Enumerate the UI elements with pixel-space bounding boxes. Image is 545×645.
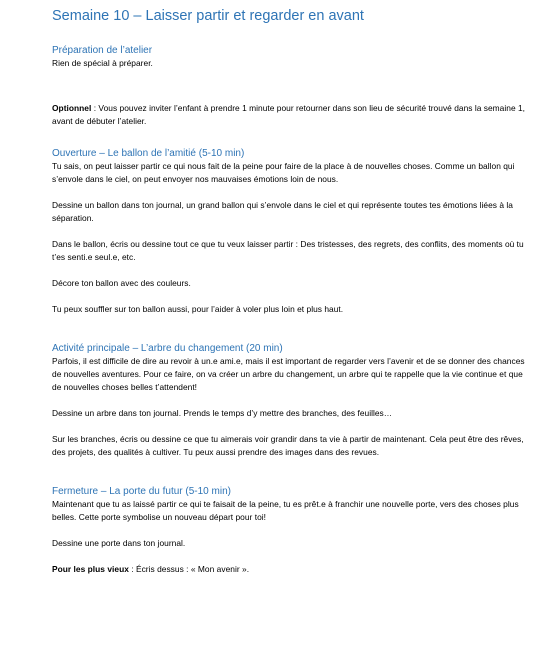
page-title: Semaine 10 – Laisser partir et regarder en avant	[52, 8, 364, 24]
main-activity-paragraph: Parfois, il est difficile de dire au revoir à un.e ami.e, mais il est important de regarder vers l’avenir et de se donner des chances de nouvelles aventures. Pour ce faire, on va créer un arbre du changement, un arbre qui te rappelle que la vie continue et que de nouvelles choses belles t’attendent!	[52, 356, 525, 392]
opening-paragraph: Tu sais, on peut laisser partir ce qui nous fait de la peine pour faire de la place à de nouvelles choses. Comme un ballon qui s’envole dans le ciel, on peut envoyer nos mauvaises émotions loin de nous.	[52, 161, 515, 184]
optional-label: Optionnel	[52, 103, 92, 113]
main-activity-paragraph: Sur les branches, écris ou dessine ce que tu aimerais voir grandir dans ta vie à partir de maintenant. Cela peut être des rêves, des projets, des qualités à cultiver. Tu peux aussi prendre des images dans des revues.	[52, 434, 524, 457]
section-heading-opening: Ouverture – Le ballon de l’amitié (5-10 min)	[52, 148, 245, 159]
main-activity-paragraph: Dessine un arbre dans ton journal. Prends le temps d’y mettre des branches, des feuilles…	[52, 408, 393, 418]
optional-text: : Vous pouvez inviter l’enfant à prendre 1 minute pour retourner dans son lieu de sécurité trouvé dans la semaine 1, avant de débuter l’atelier.	[52, 103, 526, 126]
opening-paragraph: Décore ton ballon avec des couleurs.	[52, 278, 191, 288]
section-heading-main-activity: Activité principale – L’arbre du changement (20 min)	[52, 343, 283, 354]
older-kids-note	[52, 563, 532, 576]
optional-note	[52, 102, 532, 128]
closing-paragraph: Dessine une porte dans ton journal.	[52, 538, 186, 548]
older-kids-text: : Écris dessus : « Mon avenir ».	[128, 564, 250, 574]
closing-paragraph: Maintenant que tu as laissé partir ce qui te faisait de la peine, tu es prêt.e à franchir une nouvelle porte, vers des choses plus belles. Cette porte symbolise un nouveau départ pour toi!	[52, 499, 519, 522]
preparation-text: Rien de spécial à préparer.	[52, 58, 153, 68]
section-heading-preparation: Préparation de l’atelier	[52, 45, 153, 56]
older-kids-label: Pour les plus vieux	[52, 564, 129, 574]
document-page	[52, 8, 532, 576]
opening-paragraph: Dans le ballon, écris ou dessine tout ce que tu veux laisser partir : Des tristesses, des regrets, des conflits, des moments où tu t’es senti.e seul.e, etc.	[52, 239, 524, 262]
opening-paragraph: Tu peux souffler sur ton ballon aussi, pour l’aider à voler plus loin et plus haut.	[52, 304, 344, 314]
opening-paragraph: Dessine un ballon dans ton journal, un grand ballon qui s’envole dans le ciel et qui représente toutes tes émotions liées à la séparation.	[52, 200, 513, 223]
section-heading-closing: Fermeture – La porte du futur (5-10 min)	[52, 486, 231, 497]
